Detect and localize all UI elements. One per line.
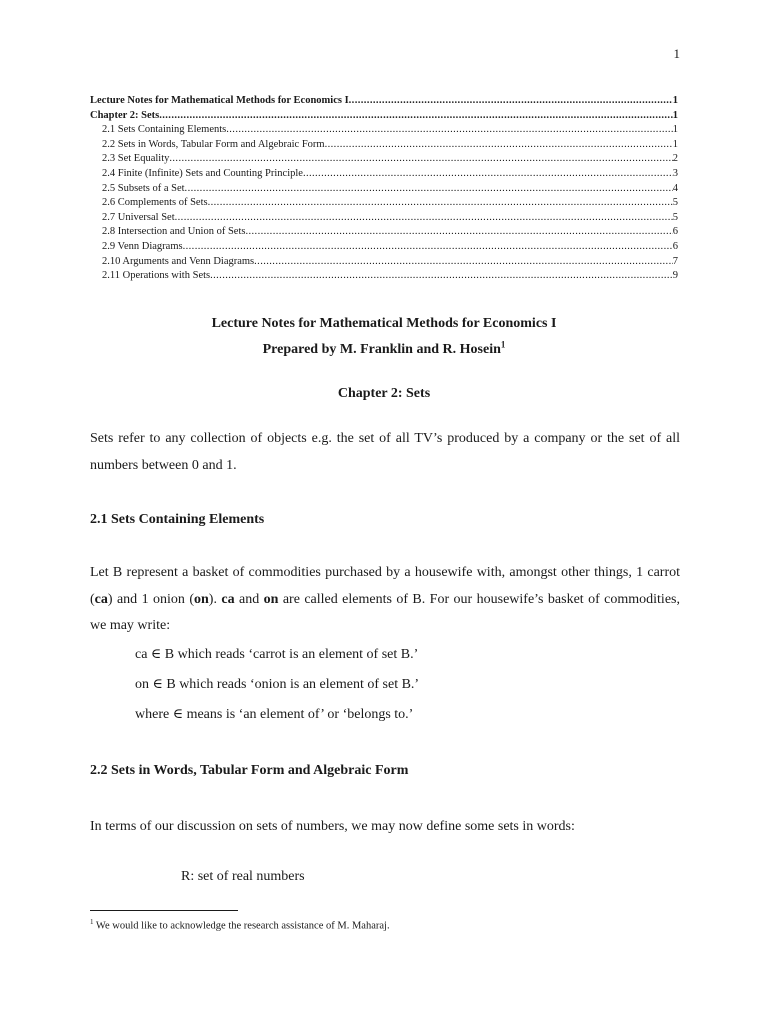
toc-entry-page: 4 bbox=[672, 182, 678, 194]
footnote-mark: 1 bbox=[90, 918, 94, 926]
paragraph-text: ). bbox=[208, 591, 222, 607]
toc-entry-title: Chapter 2: Sets bbox=[90, 109, 160, 121]
toc-entry[interactable] bbox=[90, 167, 678, 182]
toc-entry-page: 5 bbox=[672, 197, 678, 209]
toc-entry-page: 1 bbox=[672, 124, 678, 136]
element-term: ca bbox=[94, 591, 108, 607]
footnote bbox=[90, 918, 390, 932]
toc-entry[interactable] bbox=[90, 196, 678, 211]
element-term: ca bbox=[221, 591, 235, 607]
section-2-1-paragraph bbox=[90, 560, 680, 640]
notation-line: ca ∈ B which reads ‘carrot is an element of set B.’ bbox=[135, 647, 419, 662]
toc-leader bbox=[185, 182, 673, 197]
toc-entry-title: 2.3 Set Equality bbox=[102, 153, 170, 165]
toc-entry-page: 1 bbox=[672, 95, 678, 106]
notation-line: where ∈ means is ‘an element of’ or ‘belongs to.’ bbox=[135, 707, 414, 722]
paragraph-text: and bbox=[234, 591, 264, 607]
document-title: Lecture Notes for Mathematical Methods for Economics I bbox=[211, 316, 557, 331]
paragraph-text: Let B represent a basket of commodities purchased by a housewife with, amongst other things, 1 carrot ( bbox=[90, 565, 680, 607]
element-term: on bbox=[263, 591, 279, 607]
toc-entry[interactable] bbox=[90, 138, 678, 153]
toc-leader bbox=[254, 255, 673, 270]
toc-entry[interactable] bbox=[90, 152, 678, 167]
toc-leader bbox=[325, 138, 673, 153]
toc-entry-page: 7 bbox=[672, 255, 678, 267]
paragraph-text: are called elements of B. For our housewife’s basket of commodities, we may write: bbox=[90, 591, 680, 633]
toc-entry-title: 2.6 Complements of Sets bbox=[102, 197, 208, 209]
toc-leader bbox=[159, 109, 673, 124]
footnote-text: We would like to acknowledge the research assistance of M. Maharaj. bbox=[93, 920, 390, 932]
element-term: on bbox=[193, 591, 209, 607]
footnote-separator bbox=[90, 910, 238, 911]
chapter-title: Chapter 2: Sets bbox=[337, 386, 431, 401]
authors-line bbox=[90, 339, 678, 358]
intro-paragraph: Sets refer to any collection of objects e.g. the set of all TV’s produced by a company or the set of all numbers between 0 and 1. bbox=[90, 431, 680, 473]
toc-leader bbox=[349, 94, 673, 109]
toc-entry[interactable] bbox=[90, 94, 678, 109]
toc-entry-page: 6 bbox=[672, 226, 678, 238]
toc-entry-title: Lecture Notes for Mathematical Methods for Economics I bbox=[90, 95, 349, 106]
toc-entry-title: 2.5 Subsets of a Set bbox=[102, 182, 185, 194]
toc-entry[interactable] bbox=[90, 255, 678, 270]
toc-leader bbox=[226, 123, 673, 138]
toc-entry[interactable] bbox=[90, 269, 678, 284]
toc-leader bbox=[303, 167, 673, 182]
toc-entry-title: 2.10 Arguments and Venn Diagrams bbox=[102, 255, 255, 267]
table-of-contents bbox=[90, 94, 678, 284]
paragraph-text: ) and 1 onion ( bbox=[107, 591, 194, 607]
toc-entry-title: 2.11 Operations with Sets bbox=[102, 270, 211, 282]
page-number: 1 bbox=[673, 46, 680, 61]
toc-entry-title: 2.9 Venn Diagrams bbox=[102, 240, 183, 252]
toc-entry[interactable] bbox=[90, 225, 678, 240]
section-heading-2-2: 2.2 Sets in Words, Tabular Form and Algebraic Form bbox=[90, 763, 409, 778]
toc-leader bbox=[175, 211, 673, 226]
toc-leader bbox=[169, 152, 672, 167]
toc-entry[interactable] bbox=[90, 211, 678, 226]
toc-entry[interactable] bbox=[90, 182, 678, 197]
authors-text: Prepared by M. Franklin and R. Hosein bbox=[262, 342, 501, 357]
toc-entry-title: 2.7 Universal Set bbox=[102, 211, 175, 223]
toc-leader bbox=[208, 196, 673, 211]
footnote-reference[interactable]: 1 bbox=[500, 339, 506, 350]
toc-entry[interactable] bbox=[90, 109, 678, 124]
toc-entry-page: 5 bbox=[672, 211, 678, 223]
notation-line: on ∈ B which reads ‘onion is an element of set B.’ bbox=[135, 677, 420, 692]
set-definition: R: set of real numbers bbox=[181, 869, 305, 884]
toc-leader bbox=[245, 225, 672, 240]
toc-leader bbox=[183, 240, 673, 255]
toc-entry-page: 1 bbox=[672, 109, 678, 121]
toc-entry[interactable] bbox=[90, 240, 678, 255]
toc-entry-title: 2.1 Sets Containing Elements bbox=[102, 124, 227, 136]
toc-entry-title: 2.4 Finite (Infinite) Sets and Counting Principle bbox=[102, 167, 303, 179]
toc-entry-title: 2.8 Intersection and Union of Sets bbox=[102, 226, 246, 238]
toc-entry-title: 2.2 Sets in Words, Tabular Form and Algebraic Form bbox=[102, 138, 325, 150]
section-2-2-paragraph: In terms of our discussion on sets of numbers, we may now define some sets in words: bbox=[90, 819, 575, 834]
toc-entry-page: 2 bbox=[672, 153, 678, 165]
toc-entry-page: 6 bbox=[672, 240, 678, 252]
section-heading-2-1: 2.1 Sets Containing Elements bbox=[90, 512, 265, 527]
toc-entry-page: 9 bbox=[672, 270, 678, 282]
toc-leader bbox=[210, 269, 673, 284]
toc-entry[interactable] bbox=[90, 123, 678, 138]
toc-entry-page: 3 bbox=[672, 167, 678, 179]
toc-entry-page: 1 bbox=[672, 138, 678, 150]
